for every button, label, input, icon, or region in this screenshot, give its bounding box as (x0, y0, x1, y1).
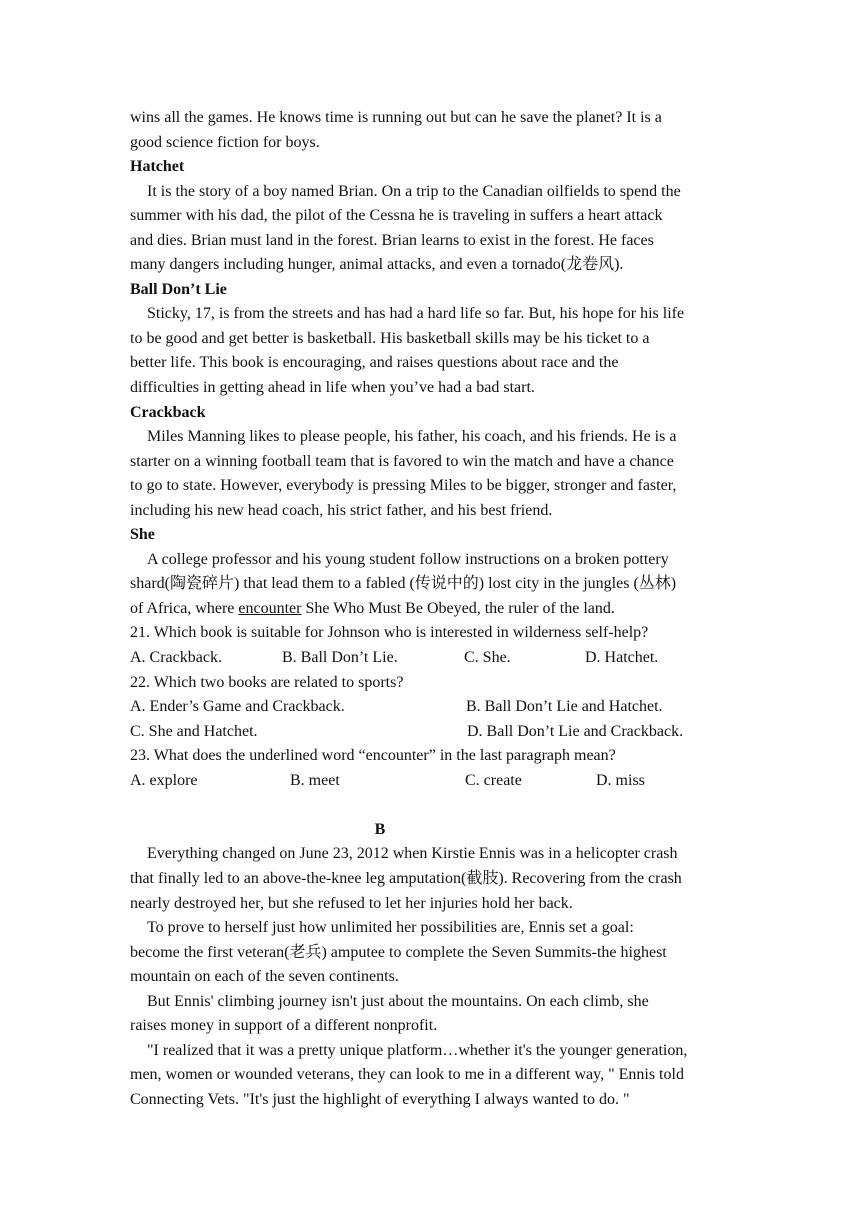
document-page (130, 106, 740, 1112)
passage-b-line: men, women or wounded veterans, they can look to me in a different way, " Ennis told (130, 1066, 684, 1084)
passage-b-line: that finally led to an above-the-knee leg amputation(截肢). Recovering from the crash (130, 869, 682, 887)
passage-b-line: raises money in support of a different nonprofit. (130, 1017, 438, 1035)
option-d: D. Ball Don’t Lie and Crackback. (467, 722, 684, 740)
passage-b-line: Everything changed on June 23, 2012 when Kirstie Ennis was in a helicopter crash (147, 845, 678, 863)
hatchet-line: It is the story of a boy named Brian. On a trip to the Canadian oilfields to spend the (147, 182, 681, 200)
option-a: A. Ender’s Game and Crackback. (130, 698, 345, 716)
question-21-options (130, 646, 740, 671)
passage-b-line: become the first veteran(老兵) amputee to complete the Seven Summits-the highest (130, 943, 667, 961)
crackback-line: starter on a winning football team that is favored to win the match and have a chance (130, 452, 674, 470)
she-line (130, 597, 740, 622)
passage-b-line: mountain on each of the seven continents. (130, 968, 399, 986)
book-title-hatchet: Hatchet (130, 158, 185, 176)
she-line: shard(陶瓷碎片) that lead them to a fabled (传说中的) lost city in the jungles (丛林) (130, 575, 677, 593)
ball-line: Sticky, 17, is from the streets and has had a hard life so far. But, his hope for his life (147, 305, 685, 323)
option-b: B. meet (290, 771, 340, 789)
crackback-line: including his new head coach, his strict father, and his best friend. (130, 501, 553, 519)
passage-b-line: "I realized that it was a pretty unique platform…whether it's the younger generation, (147, 1041, 688, 1059)
book-title-she: She (130, 526, 155, 544)
question-23-stem: 23. What does the underlined word “encounter” in the last paragraph mean? (130, 747, 616, 765)
crackback-line: Miles Manning likes to please people, his father, his coach, and his friends. He is a (147, 428, 677, 446)
hatchet-line: summer with his dad, the pilot of the Cessna he is traveling in suffers a heart attack (130, 207, 663, 225)
option-b: B. Ball Don’t Lie. (282, 649, 398, 667)
question-22-options-row-1 (130, 695, 740, 720)
book-title-crackback: Crackback (130, 403, 206, 421)
question-22-stem: 22. Which two books are related to sports? (130, 673, 404, 691)
question-23-options (130, 769, 740, 794)
option-c: C. create (465, 771, 522, 789)
option-a: A. Crackback. (130, 649, 222, 667)
option-a: A. explore (130, 771, 198, 789)
hatchet-line: and dies. Brian must land in the forest. Brian learns to exist in the forest. He faces (130, 231, 654, 249)
question-22-options-row-2 (130, 720, 740, 745)
ball-line: to be good and get better is basketball. His basketball skills may be his ticket to a (130, 329, 650, 347)
she-text-after: She Who Must Be Obeyed, the ruler of the land. (301, 599, 615, 617)
she-text-before: of Africa, where (130, 599, 239, 617)
option-d: D. miss (596, 771, 645, 789)
passage-b-line: But Ennis' climbing journey isn't just about the mountains. On each climb, she (147, 992, 649, 1010)
passage-b-line: nearly destroyed her, but she refused to let her injuries hold her back. (130, 894, 573, 912)
ball-line: difficulties in getting ahead in life when you’ve had a bad start. (130, 379, 535, 397)
she-line: A college professor and his young student follow instructions on a broken pottery (147, 550, 669, 568)
underlined-word: encounter (238, 599, 302, 617)
intro-line: wins all the games. He knows time is running out but can he save the planet? It is a (130, 109, 662, 126)
passage-b-line: To prove to herself just how unlimited her possibilities are, Ennis set a goal: (147, 919, 634, 937)
hatchet-line: many dangers including hunger, animal attacks, and even a tornado(龙卷风). (130, 256, 624, 274)
crackback-line: to go to state. However, everybody is pressing Miles to be bigger, stronger and faster, (130, 477, 677, 495)
ball-line: better life. This book is encouraging, and raises questions about race and the (130, 354, 619, 372)
option-d: D. Hatchet. (585, 649, 659, 667)
option-c: C. She and Hatchet. (130, 722, 258, 740)
section-gap (130, 793, 740, 818)
book-title-ball-dont-lie: Ball Don’t Lie (130, 280, 227, 298)
option-c: C. She. (464, 649, 511, 667)
passage-b-line: Connecting Vets. "It's just the highlight of everything I always wanted to do. " (130, 1090, 630, 1108)
intro-line: good science fiction for boys. (130, 133, 320, 151)
section-heading-b: B (374, 820, 386, 838)
question-21-stem: 21. Which book is suitable for Johnson who is interested in wilderness self-help? (130, 624, 649, 642)
option-b: B. Ball Don’t Lie and Hatchet. (466, 698, 663, 716)
